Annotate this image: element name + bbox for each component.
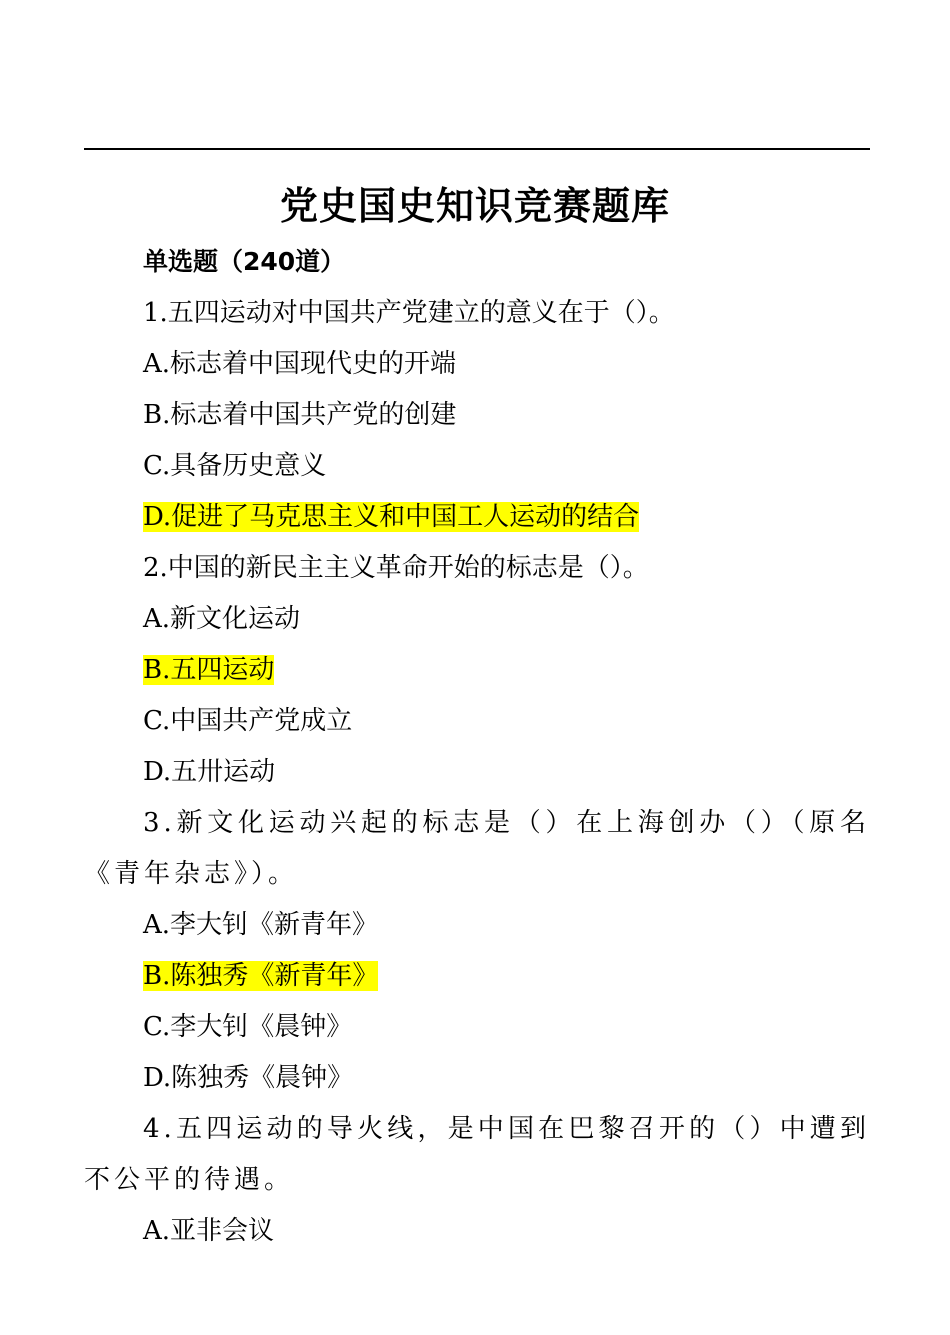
option-a: A.新文化运动 xyxy=(143,604,301,634)
answer-highlight: D.促进了马克思主义和中国工人运动的结合 xyxy=(143,502,640,532)
question-stem: 3.新文化运动兴起的标志是（）在上海创办（）（原名《青年杂志》）。 xyxy=(84,808,870,889)
answer-highlight: B.五四运动 xyxy=(143,655,275,685)
option-d-answer xyxy=(84,492,870,543)
option-b-answer xyxy=(84,951,870,1002)
option-c: C.具备历史意义 xyxy=(143,451,327,481)
option-b: B.标志着中国共产党的创建 xyxy=(143,400,457,430)
section-heading: 单选题（240道） xyxy=(143,247,346,276)
option-a: A.亚非会议 xyxy=(143,1216,275,1246)
option-d: D.陈独秀《晨钟》 xyxy=(143,1063,354,1093)
option-a: A.标志着中国现代史的开端 xyxy=(143,349,457,379)
header-rule xyxy=(84,148,870,150)
option-b-answer xyxy=(84,645,870,696)
question-stem: 1.五四运动对中国共产党建立的意义在于（）。 xyxy=(143,298,675,328)
option-c: C.中国共产党成立 xyxy=(143,706,353,736)
page-title: 党史国史知识竞赛题库 xyxy=(279,183,670,228)
question-stem: 2.中国的新民主主义革命开始的标志是（）。 xyxy=(143,553,649,583)
question-stem: 4.五四运动的导火线，是中国在巴黎召开的（）中遭到不公平的待遇。 xyxy=(84,1114,870,1195)
option-c: C.李大钊《晨钟》 xyxy=(143,1012,353,1042)
option-a: A.李大钊《新青年》 xyxy=(143,910,379,940)
answer-highlight: B.陈独秀《新青年》 xyxy=(143,961,379,991)
question-list xyxy=(84,288,870,1257)
option-d: D.五卅运动 xyxy=(143,757,276,787)
